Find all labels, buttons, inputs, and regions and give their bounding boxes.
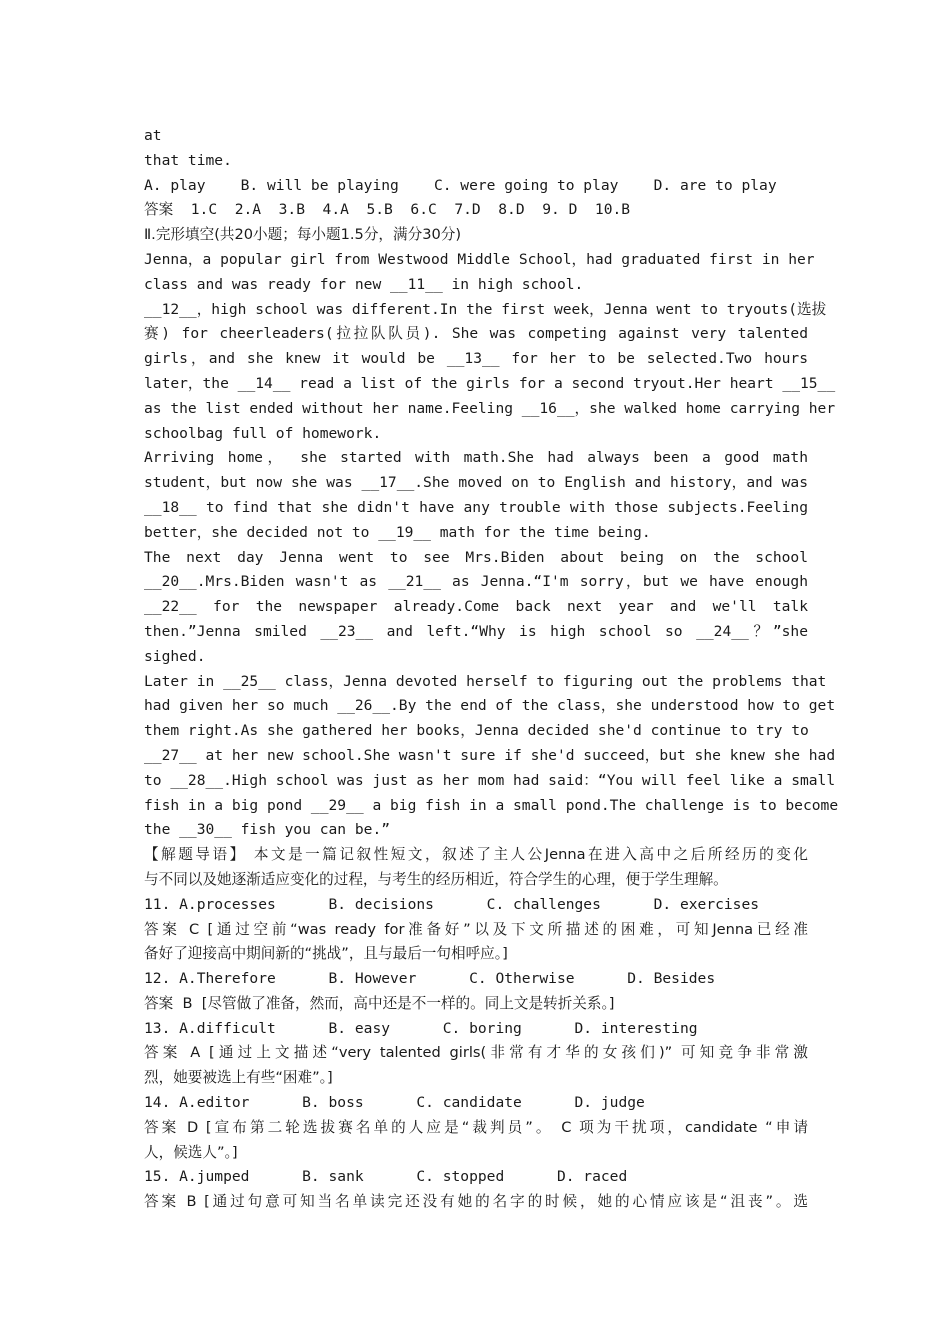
passage-line: better，she decided not to __19__ math for the time being. xyxy=(144,523,651,541)
answer-explanation: 烈，她要被选上有些“困难”。] xyxy=(144,1069,333,1087)
passage-line: class and was ready for new __11__ in high school. xyxy=(144,275,584,293)
section-heading: Ⅱ.完形填空(共20小题；每小题1.5分，满分30分) xyxy=(144,226,462,244)
text-line: at xyxy=(144,127,162,144)
passage-line: __18__ to find that she didn't have any trouble with those subjects.Feeling xyxy=(144,498,808,516)
answer-explanation: 答案 C [通过空前“was ready for准备好”以及下文所描述的困难，可知Jenna已经准 xyxy=(144,920,808,938)
passage-line: then.”Jenna smiled __23__ and left.“Why is high school so __24__？”she xyxy=(144,622,808,640)
passage-line: schoolbag full of homework. xyxy=(144,424,382,442)
answer-explanation: 备好了迎接高中期间新的“挑战”，且与最后一句相呼应。] xyxy=(144,945,508,963)
passage-line: student，but now she was __17__.She moved on to English and history，and was xyxy=(144,474,808,492)
passage-line: girls，and she knew it would be __13__ for her to be selected.Two hours xyxy=(144,350,808,368)
question-options: 13. A.difficult B. easy C. boring D. interesting xyxy=(144,1019,698,1037)
passage-line: sighed. xyxy=(144,647,206,665)
passage-line: __27__ at her new school.She wasn't sure if she'd succeed，but she knew she had xyxy=(144,746,836,764)
passage-line: fish in a big pond __29__ a big fish in a small pond.The challenge is to become xyxy=(144,796,839,814)
passage-line: Later in __25__ class，Jenna devoted herself to figuring out the problems that xyxy=(144,672,827,690)
passage-line: the __30__ fish you can be.” xyxy=(144,821,391,839)
passage-line: __22__ for the newspaper already.Come back next year and we'll talk xyxy=(144,598,808,616)
answer-explanation: 答案 A [通过上文描述“very talented girls(非常有才华的女孩们)” 可知竞争非常激 xyxy=(144,1044,808,1062)
answer-explanation: 答案 D [宣布第二轮选拔赛名单的人应是“裁判员”。 C 项为干扰项，candidate “申请 xyxy=(144,1118,808,1136)
passage-line: The next day Jenna went to see Mrs.Biden about being on the school xyxy=(144,548,808,566)
guide-line: 【解题导语】 本文是一篇记叙性短文，叙述了主人公Jenna在进入高中之后所经历的变化 xyxy=(144,846,808,864)
passage-line: them right.As she gathered her books，Jenna decided she'd continue to try to xyxy=(144,722,809,740)
options-line: A. play B. will be playing C. were going to play D. are to play xyxy=(144,176,777,194)
question-options: 15. A.jumped B. sank C. stopped D. raced xyxy=(144,1168,628,1186)
text-line: that time. xyxy=(144,151,232,169)
answer-explanation: 人，候选人”。] xyxy=(144,1143,238,1161)
answer-explanation: 答案 B [通过句意可知当名单读完还没有她的名字的时候，她的心情应该是“沮丧”。选 xyxy=(144,1193,808,1211)
answer-line: 答案 1.C 2.A 3.B 4.A 5.B 6.C 7.D 8.D 9. D 10.B xyxy=(144,201,631,219)
passage-line: 赛) for cheerleaders(拉拉队队员). She was competing against very talented xyxy=(144,325,808,343)
passage-line: __12__，high school was different.In the first week，Jenna went to tryouts(选拔 xyxy=(144,300,827,318)
passage-line: as the list ended without her name.Feeling __16__，she walked home carrying her xyxy=(144,399,836,417)
answer-explanation: 答案 B [尽管做了准备，然而，高中还是不一样的。同上文是转折关系。] xyxy=(144,994,615,1012)
question-options: 12. A.Therefore B. However C. Otherwise D. Besides xyxy=(144,970,716,988)
passage-line: __20__.Mrs.Biden wasn't as __21__ as Jenna.“I'm sorry，but we have enough xyxy=(144,573,808,591)
passage-line: Jenna，a popular girl from Westwood Middle School，had graduated first in her xyxy=(144,250,815,268)
guide-line: 与不同以及她逐渐适应变化的过程，与考生的经历相近，符合学生的心理，便于学生理解。 xyxy=(144,870,728,888)
passage-line: to __28__.High school was just as her mom had said：“You will feel like a small xyxy=(144,771,836,789)
passage-line: had given her so much __26__.By the end of the class，she understood how to get xyxy=(144,697,836,715)
question-options: 11. A.processes B. decisions C. challenges D. exercises xyxy=(144,895,760,913)
question-options: 14. A.editor B. boss C. candidate D. judge xyxy=(144,1094,645,1112)
passage-line: later，the __14__ read a list of the girls for a second tryout.Her heart __15__ xyxy=(144,374,836,392)
passage-line: Arriving home， she started with math.She had always been a good math xyxy=(144,449,808,467)
document-page xyxy=(144,124,839,1215)
